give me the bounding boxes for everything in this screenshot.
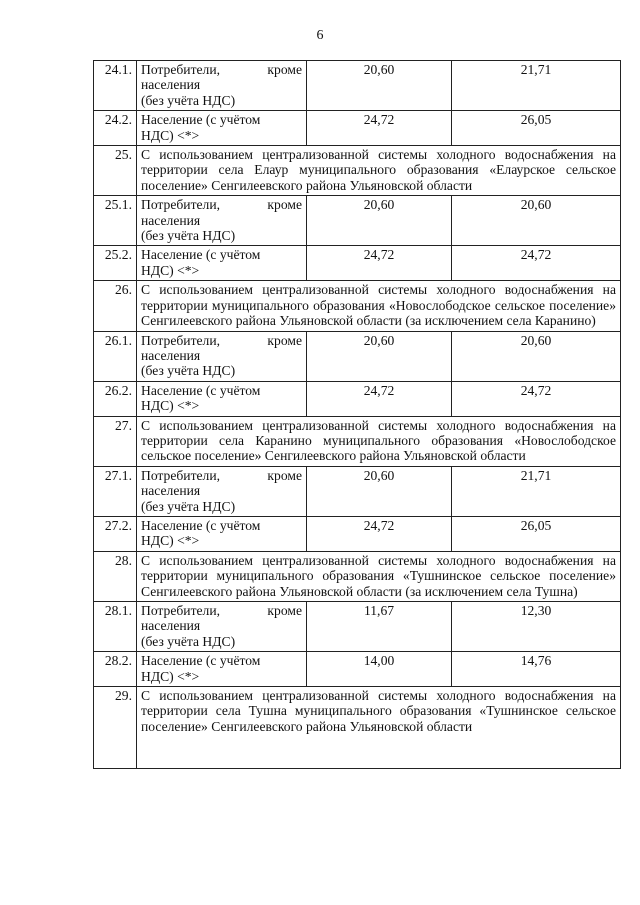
consumer-category: Население (с учётом НДС) <*> [137, 652, 307, 687]
row-number: 25.2. [94, 246, 137, 281]
table-row [94, 196, 621, 246]
table-row [94, 652, 621, 687]
row-number: 28.1. [94, 602, 137, 652]
tariff-value: 14,76 [452, 652, 621, 687]
section-row [94, 146, 621, 196]
tariff-value: 20,60 [452, 196, 621, 246]
consumer-category: Население (с учётом НДС) <*> [137, 246, 307, 281]
table-row [94, 111, 621, 146]
consumer-category: Население (с учётом НДС) <*> [137, 516, 307, 551]
tariff-value: 21,71 [452, 466, 621, 516]
section-description: С использованием централизованной системы холодного водоснабжения на территории села Тушна муниципального образования «Тушнинское сельское поселение» Сенгилеевского района Ульяновской области [137, 687, 621, 769]
table-row [94, 602, 621, 652]
consumer-category: Потребители, кроме населения (без учёта НДС) [137, 61, 307, 111]
section-description: С использованием централизованной системы холодного водоснабжения на территории муниципального образования «Тушнинское сельское поселение» Сенгилеевского района Ульяновской области (за исключением села Тушна) [137, 551, 621, 601]
tariff-value: 20,60 [307, 196, 452, 246]
row-number: 28.2. [94, 652, 137, 687]
consumer-category: Потребители, кроме населения (без учёта НДС) [137, 331, 307, 381]
section-row [94, 416, 621, 466]
tariff-value: 12,30 [452, 602, 621, 652]
table-row [94, 331, 621, 381]
tariff-value: 26,05 [452, 111, 621, 146]
section-description: С использованием централизованной системы холодного водоснабжения на территории села Елаур муниципального образования «Елаурское сельское поселение» Сенгилеевского района Ульяновской области [137, 146, 621, 196]
row-number: 29. [94, 687, 137, 769]
section-description: С использованием централизованной системы холодного водоснабжения на территории села Каранино муниципального образования «Новослободское сельское поселение» Сенгилеевского района Ульяновской области [137, 416, 621, 466]
consumer-category: Население (с учётом НДС) <*> [137, 381, 307, 416]
tariff-value: 24,72 [307, 111, 452, 146]
table-row [94, 61, 621, 111]
tariff-value: 24,72 [307, 516, 452, 551]
tariff-value: 20,60 [307, 331, 452, 381]
row-number: 27.1. [94, 466, 137, 516]
page-number: 6 [316, 28, 324, 43]
table-row [94, 381, 621, 416]
tariff-table [93, 60, 621, 769]
section-row [94, 551, 621, 601]
table-row [94, 246, 621, 281]
section-row [94, 687, 621, 769]
section-description: С использованием централизованной системы холодного водоснабжения на территории муниципального образования «Новослободское сельское поселение» Сенгилеевского района Ульяновской области (за исключением села Каранино) [137, 281, 621, 331]
tariff-value: 24,72 [307, 381, 452, 416]
tariff-value: 24,72 [452, 246, 621, 281]
row-number: 25.1. [94, 196, 137, 246]
row-number: 27.2. [94, 516, 137, 551]
tariff-value: 11,67 [307, 602, 452, 652]
section-row [94, 281, 621, 331]
row-number: 28. [94, 551, 137, 601]
tariff-value: 20,60 [307, 61, 452, 111]
tariff-value: 20,60 [307, 466, 452, 516]
row-number: 26.2. [94, 381, 137, 416]
tariff-value: 21,71 [452, 61, 621, 111]
consumer-category: Потребители, кроме населения (без учёта НДС) [137, 602, 307, 652]
tariff-value: 26,05 [452, 516, 621, 551]
row-number: 27. [94, 416, 137, 466]
row-number: 24.2. [94, 111, 137, 146]
consumer-category: Потребители, кроме населения (без учёта НДС) [137, 466, 307, 516]
table-row [94, 516, 621, 551]
tariff-value: 24,72 [307, 246, 452, 281]
tariff-value: 24,72 [452, 381, 621, 416]
row-number: 26. [94, 281, 137, 331]
tariff-value: 14,00 [307, 652, 452, 687]
consumer-category: Потребители, кроме населения (без учёта НДС) [137, 196, 307, 246]
row-number: 24.1. [94, 61, 137, 111]
consumer-category: Население (с учётом НДС) <*> [137, 111, 307, 146]
table-row [94, 466, 621, 516]
row-number: 26.1. [94, 331, 137, 381]
tariff-value: 20,60 [452, 331, 621, 381]
row-number: 25. [94, 146, 137, 196]
